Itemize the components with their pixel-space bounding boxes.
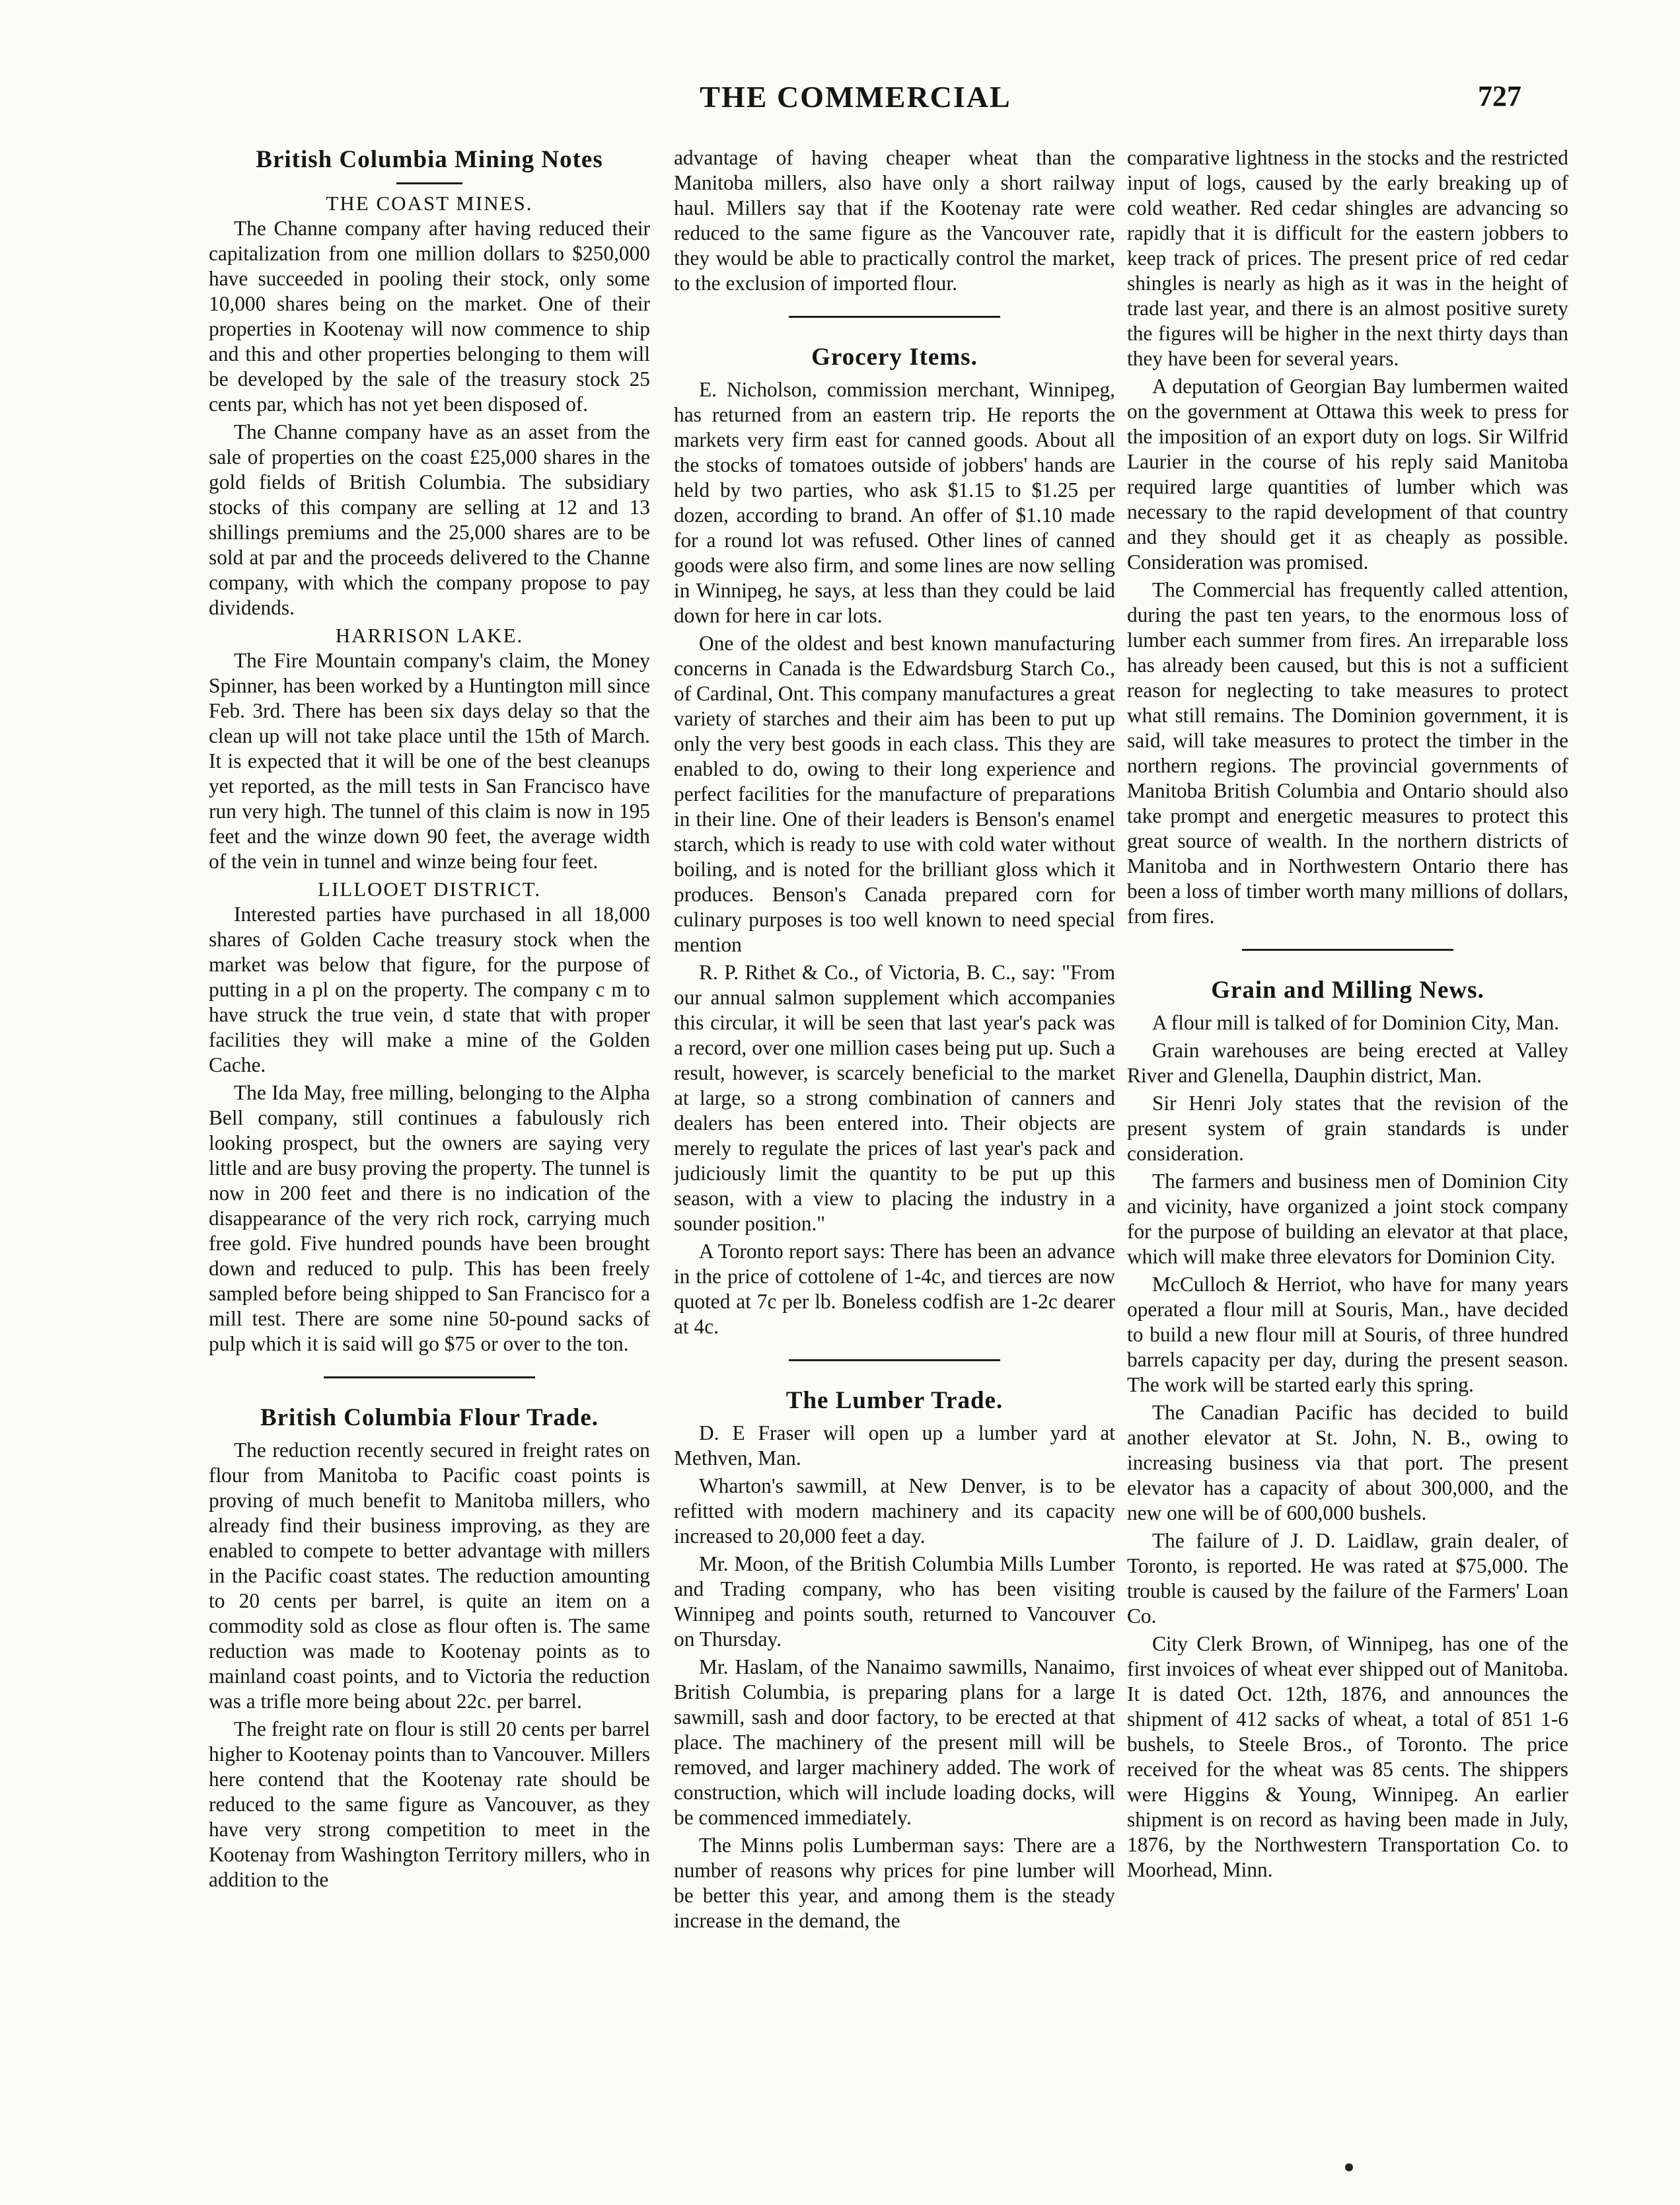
lillooet-district-subhead: LILLOOET DISTRICT. — [318, 878, 541, 901]
paragraph: The reduction recently secured in freight rates on flour from Manitoba to Pacific coast points is proving of much benefit to Manitoba millers, who already find their business improving, as they are enabled to compete to better advantage with millers in the Pacific coast states. The reduction amounting to 20 cents per barrel, is quite an item on a commodity sold as close as flour often is. The same reduction was made to Kootenay points as to mainland coast points, and to Victoria the reduction was a trifle more being about 22c. per barrel. — [209, 1439, 650, 1713]
paragraph: One of the oldest and best known manufacturing concerns in Canada is the Edwardsburg Starch Co., of Cardinal, Ont. This company manufactures a great variety of starches and their aim has been to put up only the very best goods in each class. This they are enabled to do, owing to their long experience and perfect facilities for the manufacture of preparations in their line. One of their leaders is Benson's enamel starch, which is ready to use with cold water without boiling, and is noted for the brilliant gloss which it produces. Benson's Canada prepared corn for culinary purposes is too well known to need special mention — [674, 632, 1115, 956]
paragraph: The Minns polis Lumberman says: There are a number of reasons why prices for pine lumber will be better this year, and among them is the steady increase in the demand, the — [674, 1834, 1115, 1932]
paragraph: Mr. Haslam, of the Nanaimo sawmills, Nanaimo, British Columbia, is preparing plans for a large sawmill, sash and door factory, to be erected at that place. The machinery of the present mill will be removed, and larger machinery added. The work of construction, which will include loading docks, will be commenced immediately. — [674, 1655, 1115, 1829]
paragraph: McCulloch & Herriot, who have for many years operated a flour mill at Souris, Man., have decided to build a new flour mill at Souris, of three hundred barrels capacity per day, during the present season. The work will be started early this spring. — [1127, 1273, 1568, 1396]
paragraph: D. E Fraser will open up a lumber yard at Methven, Man. — [674, 1421, 1115, 1470]
paragraph: The Commercial has frequently called attention, during the past ten years, to the enormous loss of lumber each summer from fires. An irreparable loss has already been caused, but this is not a sufficient reason for neglecting to take measures to protect what still remains. The Dominion government, it is said, will take measures to protect the timber in the northern regions. The provincial governments of Manitoba British Columbia and Ontario should also take prompt and energetic measures to protect this great source of wealth. In the northern districts of Manitoba and in Northwestern Ontario there has been a loss of timber worth many millions of dollars, from fires. — [1127, 578, 1568, 928]
paragraph: Sir Henri Joly states that the revision of the present system of grain standards is under consideration. — [1127, 1092, 1568, 1165]
coast-mines-subhead: THE COAST MINES. — [326, 192, 533, 215]
flour-trade-headline: British Columbia Flour Trade. — [260, 1404, 599, 1431]
paragraph: The Channe company have as an asset from the sale of properties on the coast £25,000 shares in the gold fields of British Columbia. The subsidiary stocks of this company are selling at 12 and 13 shillings premiums and the 25,000 shares are to be sold at par and the proceeds delivered to the Channe company, with which the company propose to pay dividends. — [209, 420, 650, 619]
paragraph: R. P. Rithet & Co., of Victoria, B. C., say: "From our annual salmon supplement which accompanies this circular, it will be seen that last year's pack was a record, over one million cases being put up. Such a result, however, is scarcely beneficial to the market at large, so a strong combination of canners and dealers has been entered into. Their objects are merely to regulate the prices of last year's pack and judiciously limit the quantity to be put up this season, with a view to placing the industry in a sounder position." — [674, 961, 1115, 1235]
mining-notes-headline: British Columbia Mining Notes — [256, 146, 603, 173]
section-rule — [789, 1359, 1000, 1361]
column-3 — [1127, 145, 1568, 2141]
print-mark — [1345, 2163, 1353, 2171]
paragraph: A deputation of Georgian Bay lumbermen waited on the government at Ottawa this week to press for the imposition of an export duty on logs. Sir Wilfrid Laurier in the course of his reply said Manitoba required large quantities of lumber which was necessary to the rapid development of that country and they should get it as cheaply as possible. Consideration was promised. — [1127, 375, 1568, 574]
page-header — [0, 0, 1680, 132]
section-rule — [1242, 949, 1453, 951]
paragraph: The Ida May, free milling, belonging to the Alpha Bell company, still continues a fabulously rich looking prospect, but the owners are saying very little and are busy proving the property. The tunnel is now in 200 feet and there is no indication of the disappearance of the very rich rock, carrying much free gold. Five hundred pounds have been brought down and reduced to pulp. This has been freely sampled before being shipped to San Francisco for a mill test. There are some nine 50-pound sacks of pulp which it is said will go $75 or over to the ton. — [209, 1081, 650, 1355]
column-2 — [674, 145, 1115, 2141]
harrison-lake-subhead: HARRISON LAKE. — [335, 624, 524, 647]
paragraph: The farmers and business men of Dominion City and vicinity, have organized a joint stock company for the purpose of building an elevator at that place, which will make three elevators for Dominion City. — [1127, 1170, 1568, 1268]
paragraph: Wharton's sawmill, at New Denver, is to be refitted with modern machinery and its capacity increased to 20,000 feet a day. — [674, 1474, 1115, 1548]
section-rule — [396, 182, 462, 184]
paragraph: The freight rate on flour is still 20 cents per barrel higher to Kootenay points than to Vancouver. Millers here contend that the Kootenay rate should be reduced to the same figure as Vancouver, as they have very strong competition to meet in the Kootenay from Washington Territory millers, who in addition to the — [209, 1717, 650, 1891]
paragraph: Grain warehouses are being erected at Valley River and Glenella, Dauphin district, Man. — [1127, 1039, 1568, 1087]
paragraph: Interested parties have purchased in all 18,000 shares of Golden Cache treasury stock when the market was below that figure, for the purpose of putting in a pl on the property. The company c m to have struck the true vein, d state that with proper facilities they will make a mine of the Golden Cache. — [209, 903, 650, 1076]
lumber-trade-headline: The Lumber Trade. — [785, 1387, 1004, 1414]
paragraph: A flour mill is talked of for Dominion City, Man. — [1152, 1011, 1560, 1034]
page-number: 727 — [1478, 80, 1521, 112]
paragraph: Mr. Moon, of the British Columbia Mills Lumber and Trading company, who has been visiting Winnipeg and points south, returned to Vancouver on Thursday. — [674, 1552, 1115, 1651]
paragraph: E. Nicholson, commission merchant, Winnipeg, has returned from an eastern trip. He reports the markets very firm east for canned goods. About all the stocks of tomatoes outside of jobbers' hands are held by two parties, who ask $1.15 to $1.25 per dozen, according to brand. An offer of $1.10 made for a round lot was refused. Other lines of canned goods were also firm, and some lines are now selling in Winnipeg, he says, at less than they could be laid down for here in car lots. — [674, 378, 1115, 627]
paragraph: comparative lightness in the stocks and the restricted input of logs, caused by the early breaking up of cold weather. Red cedar shingles are advancing so rapidly that it is difficult for the eastern jobbers to keep track of prices. The present price of red cedar shingles is nearly as high as it was in the height of trade last year, and there is an almost positive surety the figures will be higher in the next thirty days than they have been for several years. — [1127, 146, 1568, 370]
paragraph: The failure of J. D. Laidlaw, grain dealer, of Toronto, is reported. He was rated at $75,000. The trouble is caused by the failure of the Farmers' Loan Co. — [1127, 1529, 1568, 1627]
running-title: THE COMMERCIAL — [700, 80, 1011, 114]
paragraph: The Canadian Pacific has decided to build another elevator at St. John, N. B., owing to increasing business via that port. The present elevator has a capacity of about 300,000, and the new one will be of 600,000 bushels. — [1127, 1401, 1568, 1524]
grain-milling-headline: Grain and Milling News. — [1211, 977, 1484, 1004]
column-1 — [209, 145, 650, 2141]
paragraph: The Channe company after having reduced their capitalization from one million dollars to $250,000 have succeeded in pooling their stock, only some 10,000 shares being on the market. One of their properties in Kootenay will now commence to ship and this and other properties belonging to them will be developed by the sale of the treasury stock 25 cents par, which has not yet been disposed of. — [209, 217, 650, 416]
paragraph: A Toronto report says: There has been an advance in the price of cottolene of 1-4c, and tierces are now quoted at 7c per lb. Boneless codfish are 1-2c dearer at 4c. — [674, 1240, 1115, 1338]
section-rule — [789, 316, 1000, 318]
grocery-items-headline: Grocery Items. — [811, 344, 978, 371]
section-rule — [324, 1376, 535, 1378]
paragraph: The Fire Mountain company's claim, the Money Spinner, has been worked by a Huntington mill since Feb. 3rd. There has been six days delay so that the clean up will not take place until the 15th of March. It is expected that it will be one of the best cleanups yet reported, as the mill tests in San Francisco have run very high. The tunnel of this claim is now in 195 feet and the winze down 90 feet, the average width of the vein in tunnel and winze being four feet. — [209, 649, 650, 873]
paragraph: advantage of having cheaper wheat than the Manitoba millers, also have only a short railway haul. Millers say that if the Kootenay rate were reduced to the same figure as the Vancouver rate, they would be able to practically control the market, to the exclusion of imported flour. — [674, 146, 1115, 295]
paragraph: City Clerk Brown, of Winnipeg, has one of the first invoices of wheat ever shipped out of Manitoba. It is dated Oct. 12th, 1876, and announces the shipment of 412 sacks of wheat, a total of 851 1-6 bushels, to Steele Bros., of Toronto. The price received for the wheat was 85 cents. The shippers were Higgins & Young, Winnipeg. An earlier shipment is on record as having been made in July, 1876, by the Northwestern Transportation Co. to Moorhead, Minn. — [1127, 1632, 1568, 1881]
